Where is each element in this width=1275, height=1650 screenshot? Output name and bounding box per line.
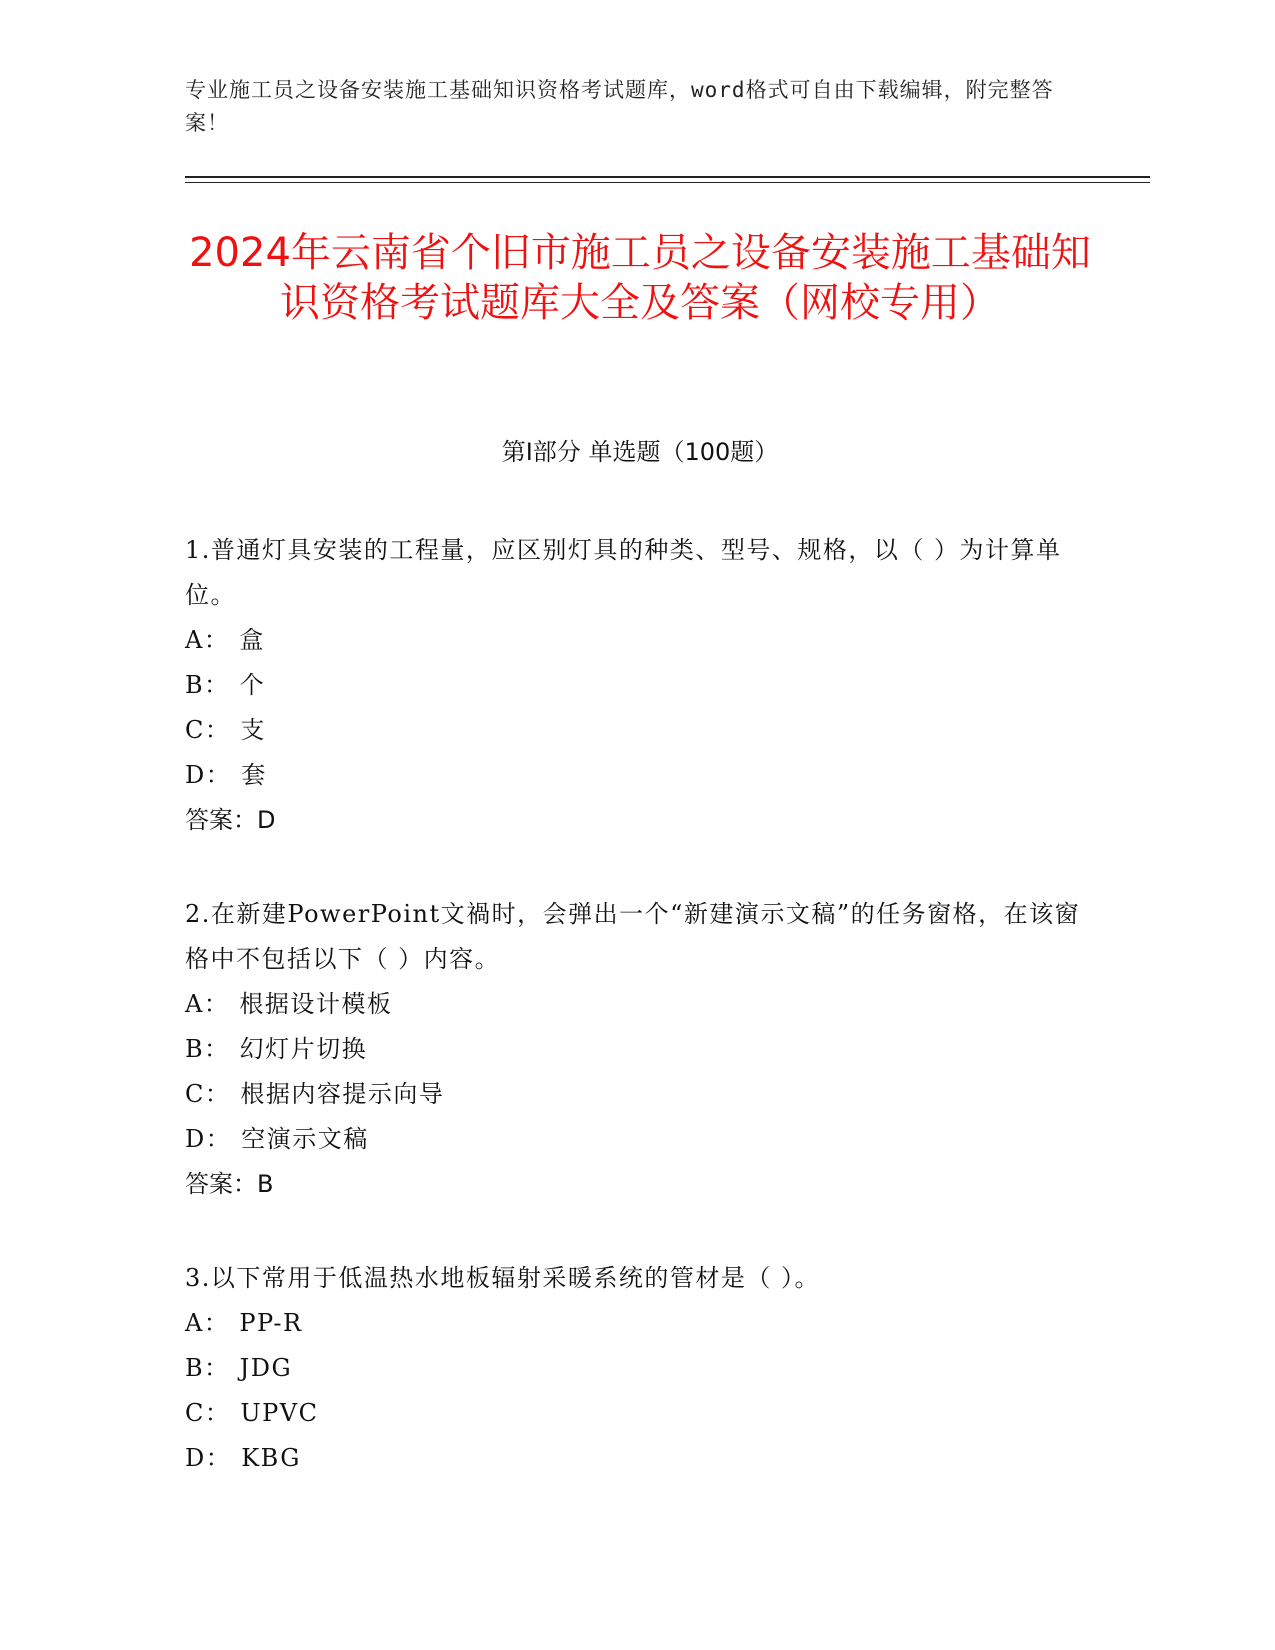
option-b — [185, 663, 1085, 708]
option-text: UPVC — [240, 1399, 319, 1427]
option-a — [185, 1301, 1085, 1346]
option-key: A： — [185, 626, 230, 654]
option-text: 盒 — [239, 626, 265, 654]
option-text: JDG — [239, 1354, 293, 1382]
option-text: KBG — [241, 1444, 301, 1472]
question-3 — [185, 1256, 1085, 1481]
option-a — [185, 618, 1085, 663]
option-key: A： — [185, 990, 230, 1018]
question-stem: 3.以下常用于低温热水地板辐射采暖系统的管材是（ ）。 — [185, 1264, 821, 1292]
option-text: 根据内容提示向导 — [240, 1080, 445, 1108]
answer-line: 答案：B — [185, 1170, 274, 1198]
header-divider-thin — [185, 182, 1150, 183]
option-key: D： — [185, 1444, 232, 1472]
option-c — [185, 1391, 1085, 1436]
question-2 — [185, 892, 1085, 1207]
question-stem: 2.在新建PowerPoint文禍时，会弹出一个“新建演示文稿”的任务窗格，在该窗格中不包括以下（ ）内容。 — [185, 900, 1081, 973]
option-d — [185, 1436, 1085, 1481]
option-key: D： — [185, 761, 232, 789]
question-1 — [185, 528, 1085, 843]
option-key: B： — [185, 671, 230, 699]
option-c — [185, 1072, 1085, 1117]
option-key: A： — [185, 1309, 230, 1337]
option-text: 根据设计模板 — [239, 990, 393, 1018]
option-text: PP-R — [239, 1309, 303, 1337]
option-d — [185, 1117, 1085, 1162]
option-key: C： — [185, 716, 231, 744]
option-text: 支 — [240, 716, 266, 744]
document-title: 2024年云南省个旧市施工员之设备安装施工基础知识资格考试题库大全及答案（网校专用） — [189, 230, 1091, 326]
option-text: 空演示文稿 — [241, 1125, 369, 1153]
option-key: B： — [185, 1354, 230, 1382]
option-key: C： — [185, 1399, 231, 1427]
option-d — [185, 753, 1085, 798]
option-c — [185, 708, 1085, 753]
option-text: 幻灯片切换 — [239, 1035, 368, 1063]
option-b — [185, 1346, 1085, 1391]
option-text: 套 — [241, 761, 267, 789]
option-a — [185, 982, 1085, 1027]
question-stem: 1.普通灯具安装的工程量，应区别灯具的种类、型号、规格，以（ ）为计算单位。 — [185, 536, 1062, 609]
answer-line: 答案：D — [185, 806, 276, 834]
option-b — [185, 1027, 1085, 1072]
option-key: C： — [185, 1080, 231, 1108]
option-key: B： — [185, 1035, 230, 1063]
option-text: 个 — [239, 671, 266, 699]
header-note: 专业施工员之设备安装施工基础知识资格考试题库，word格式可自由下载编辑，附完整答案！ — [185, 78, 1054, 135]
section-title: 第I部分 单选题（100题） — [501, 438, 779, 466]
header-divider-thick — [185, 176, 1150, 178]
option-key: D： — [185, 1125, 232, 1153]
